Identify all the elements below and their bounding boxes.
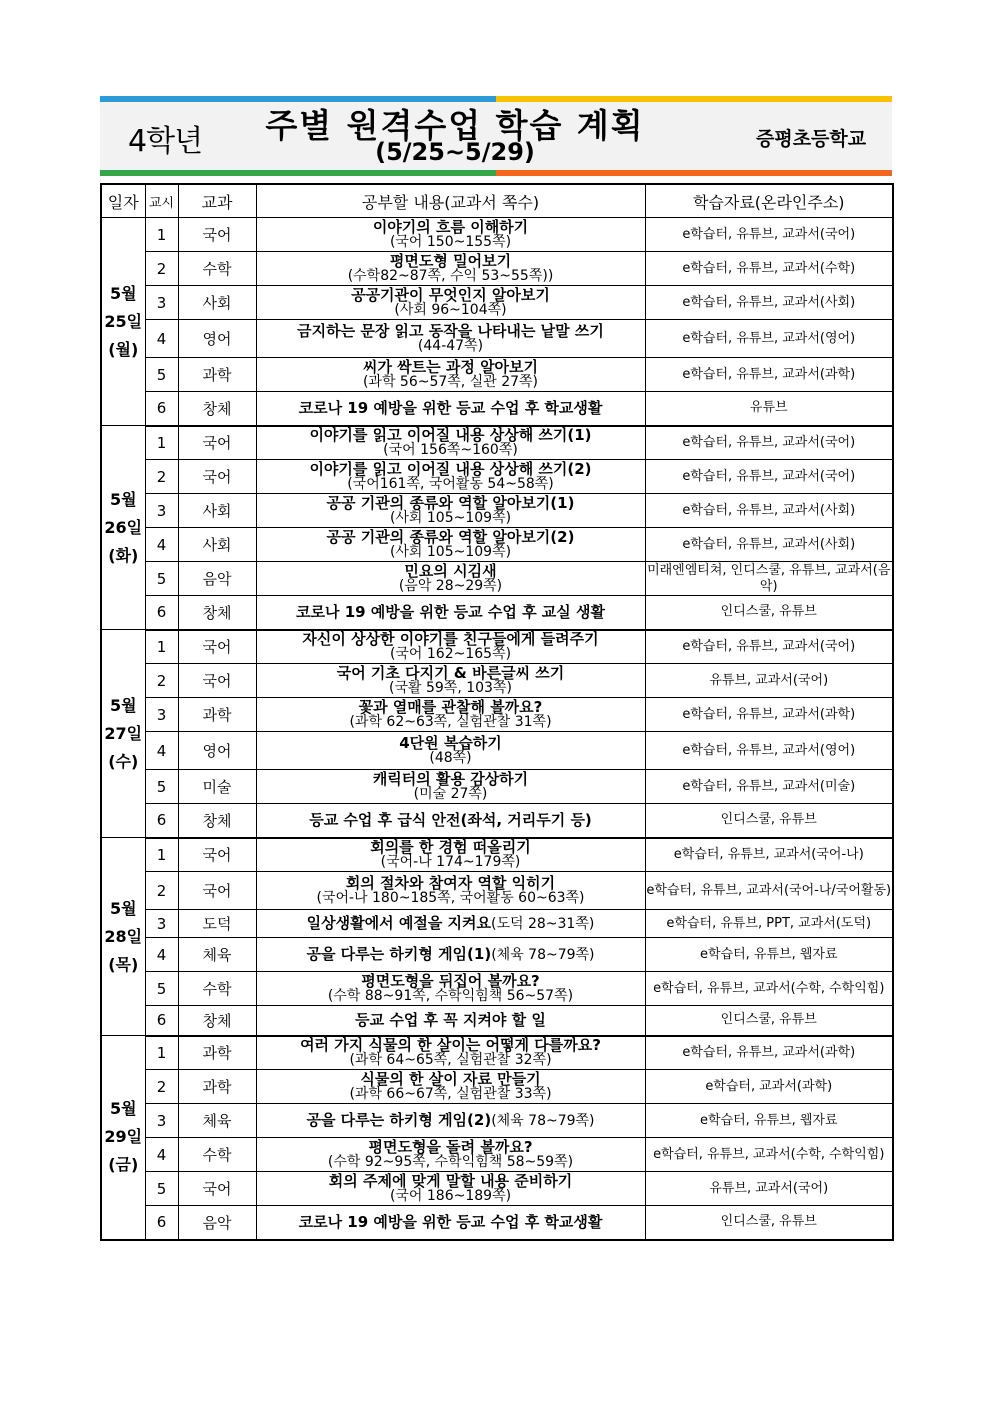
table-row [101, 872, 893, 910]
period-cell: 4 [145, 528, 178, 562]
table-header-row [101, 184, 893, 218]
table-row [101, 218, 893, 252]
date-line: 29일 [104, 1127, 143, 1147]
content-title: 일상생활에서 예절을 지켜요 [306, 913, 491, 932]
table-row [101, 1036, 893, 1070]
table-row [101, 938, 893, 972]
date-cell [101, 838, 145, 1036]
material-cell: e학습터, 유튜브, 교과서(수학, 수학익힘) [645, 1138, 893, 1172]
content-title: 평면도형을 뒤집어 볼까요? [361, 971, 540, 990]
material-cell: e학습터, 유튜브, 교과서(영어) [645, 320, 893, 358]
period-cell: 1 [145, 1036, 178, 1070]
col-header-material: 학습자료(온라인주소) [645, 184, 893, 218]
content-cell [256, 562, 645, 596]
subject-cell: 창체 [178, 1006, 256, 1036]
grade-label: 4학년 [128, 124, 203, 159]
material-cell: 유튜브, 교과서(국어) [645, 1172, 893, 1206]
content-title: 이야기를 읽고 이어질 내용 상상해 쓰기(2) [309, 459, 592, 478]
content-pages: (체육 78~79쪽) [491, 1112, 595, 1129]
content-cell [256, 1036, 645, 1070]
content-title: 코로나 19 예방을 위한 등교 수업 후 학교생활 [298, 398, 603, 417]
content-cell [256, 1138, 645, 1172]
period-cell: 6 [145, 596, 178, 630]
content-cell [256, 426, 645, 460]
content-cell [256, 872, 645, 910]
table-row [101, 562, 893, 596]
subject-cell: 과학 [178, 698, 256, 732]
col-header-subject: 교과 [178, 184, 256, 218]
period-cell: 3 [145, 1104, 178, 1138]
content-title: 회의 절차와 참여자 역할 익히기 [345, 873, 556, 892]
date-line: (목) [108, 954, 139, 974]
period-cell: 4 [145, 1138, 178, 1172]
material-cell: e학습터, 유튜브, 교과서(사회) [645, 528, 893, 562]
material-cell: e학습터, 교과서(과학) [645, 1070, 893, 1104]
table-row [101, 1104, 893, 1138]
content-cell [256, 698, 645, 732]
subject-cell: 창체 [178, 804, 256, 838]
material-cell: e학습터, 유튜브, 웹자료 [645, 938, 893, 972]
table-row [101, 1206, 893, 1240]
content-title: 등교 수업 후 급식 안전(좌석, 거리두기 등) [309, 810, 592, 829]
table-row [101, 1070, 893, 1104]
content-cell [256, 630, 645, 664]
content-pages: (체육 78~79쪽) [491, 946, 595, 963]
subject-cell: 사회 [178, 528, 256, 562]
content-title: 공공 기관의 종류와 역할 알아보기(1) [326, 493, 575, 512]
date-cell [101, 1036, 145, 1240]
subject-cell: 수학 [178, 1138, 256, 1172]
period-cell: 5 [145, 358, 178, 392]
content-title: 식물의 한 살이 자료 만들기 [360, 1069, 541, 1088]
period-cell: 1 [145, 630, 178, 664]
period-cell: 2 [145, 460, 178, 494]
content-pages: (국어161쪽, 국어활동 54~58쪽) [347, 475, 554, 492]
content-cell [256, 460, 645, 494]
subject-cell: 체육 [178, 1104, 256, 1138]
period-cell: 2 [145, 664, 178, 698]
content-cell [256, 596, 645, 630]
material-cell: e학습터, 유튜브, 교과서(과학) [645, 1036, 893, 1070]
content-title: 씨가 싹트는 과정 알아보기 [362, 357, 539, 376]
content-pages: (도덕 28~31쪽) [491, 915, 595, 932]
subject-cell: 과학 [178, 1070, 256, 1104]
subject-cell: 사회 [178, 286, 256, 320]
content-title: 공을 다루는 하키형 게임(1) [306, 944, 492, 963]
date-line: 5월 [109, 283, 137, 303]
period-cell: 4 [145, 320, 178, 358]
content-pages: (과학 62~63쪽, 실험관찰 31쪽) [349, 713, 552, 730]
content-cell [256, 1206, 645, 1240]
material-cell: 인디스쿨, 유튜브 [645, 1006, 893, 1036]
header-bar-orange [496, 170, 892, 176]
subject-cell: 체육 [178, 938, 256, 972]
period-cell: 6 [145, 392, 178, 426]
period-cell: 5 [145, 562, 178, 596]
content-title: 등교 수업 후 꼭 지켜야 할 일 [355, 1010, 546, 1029]
content-title: 공공기관이 무엇인지 알아보기 [351, 285, 550, 304]
subject-cell: 창체 [178, 596, 256, 630]
content-cell [256, 252, 645, 286]
content-title: 캐릭터의 활용 감상하기 [372, 769, 529, 788]
content-cell [256, 838, 645, 872]
table-row [101, 1006, 893, 1036]
table-row [101, 494, 893, 528]
table-row [101, 910, 893, 938]
content-pages: (과학 66~67쪽, 실험관찰 33쪽) [349, 1085, 552, 1102]
subject-cell: 수학 [178, 972, 256, 1006]
content-cell [256, 218, 645, 252]
date-line: (금) [108, 1155, 139, 1175]
date-line: 5월 [109, 489, 137, 509]
content-pages: (수학82~87쪽, 수익 53~55쪽)) [347, 267, 554, 284]
material-cell: e학습터, 유튜브, 교과서(국어) [645, 218, 893, 252]
material-cell: e학습터, 유튜브, 교과서(국어-나/국어활동) [645, 872, 893, 910]
period-cell: 5 [145, 770, 178, 804]
period-cell: 6 [145, 1006, 178, 1036]
content-title: 공공 기관의 종류와 역할 알아보기(2) [326, 527, 575, 546]
content-title: 금지하는 문장 읽고 동작을 나타내는 낱말 쓰기 [297, 321, 604, 340]
content-cell [256, 664, 645, 698]
content-title: 공을 다루는 하키형 게임(2) [306, 1110, 492, 1129]
table-row [101, 426, 893, 460]
subject-cell: 국어 [178, 460, 256, 494]
content-pages: (과학 64~65쪽, 실험관찰 32쪽) [349, 1051, 552, 1068]
content-title: 4단원 복습하기 [399, 733, 502, 752]
table-row [101, 732, 893, 770]
content-pages: (국어-나 174~179쪽) [380, 853, 521, 870]
period-cell: 5 [145, 1172, 178, 1206]
subject-cell: 수학 [178, 252, 256, 286]
content-pages: (국어 162~165쪽) [389, 645, 512, 662]
material-cell: e학습터, 유튜브, 교과서(사회) [645, 286, 893, 320]
content-cell [256, 286, 645, 320]
subject-cell: 국어 [178, 218, 256, 252]
subject-cell: 국어 [178, 872, 256, 910]
material-cell: e학습터, 유튜브, PPT, 교과서(도덕) [645, 910, 893, 938]
material-cell: 인디스쿨, 유튜브 [645, 1206, 893, 1240]
content-pages: (수학 88~91쪽, 수학익힘책 56~57쪽) [327, 987, 574, 1004]
content-pages: (국어 150~155쪽) [389, 233, 512, 250]
content-pages: (수학 92~95쪽, 수학익힘책 58~59쪽) [327, 1153, 574, 1170]
period-cell: 4 [145, 732, 178, 770]
date-line: 28일 [104, 926, 143, 946]
schedule-table [100, 183, 894, 1241]
period-cell: 3 [145, 494, 178, 528]
table-row [101, 838, 893, 872]
subject-cell: 미술 [178, 770, 256, 804]
page-title: 주별 원격수업 학습 계획 [265, 106, 645, 145]
material-cell: e학습터, 유튜브, 교과서(국어) [645, 460, 893, 494]
content-line [257, 944, 645, 963]
content-title: 여러 가지 식물의 한 살이는 어떻게 다를까요? [300, 1035, 601, 1054]
table-row [101, 804, 893, 838]
content-cell [256, 1006, 645, 1036]
content-line [257, 1110, 645, 1129]
material-cell: 유튜브 [645, 392, 893, 426]
material-cell: 인디스쿨, 유튜브 [645, 804, 893, 838]
table-row [101, 528, 893, 562]
content-pages: (사회 105~109쪽) [389, 543, 512, 560]
subject-cell: 과학 [178, 358, 256, 392]
subject-cell: 창체 [178, 392, 256, 426]
content-pages: (48쪽) [429, 749, 472, 766]
subject-cell: 음악 [178, 562, 256, 596]
material-cell: 인디스쿨, 유튜브 [645, 596, 893, 630]
content-title: 민요의 시김새 [404, 561, 497, 580]
date-line: 27일 [104, 723, 143, 743]
material-cell: e학습터, 유튜브, 교과서(수학) [645, 252, 893, 286]
content-cell [256, 910, 645, 938]
content-title: 이야기를 읽고 이어질 내용 상상해 쓰기(1) [309, 425, 592, 444]
material-cell: 미래엔엠티쳐, 인디스쿨, 유튜브, 교과서(음악) [645, 562, 893, 596]
material-cell: 유튜브, 교과서(국어) [645, 664, 893, 698]
header-bar-green [100, 170, 496, 176]
material-cell: e학습터, 유튜브, 교과서(미술) [645, 770, 893, 804]
subject-cell: 음악 [178, 1206, 256, 1240]
date-line: (화) [108, 545, 139, 565]
period-cell: 3 [145, 910, 178, 938]
subject-cell: 영어 [178, 732, 256, 770]
subject-cell: 국어 [178, 838, 256, 872]
content-pages: (과학 56~57쪽, 실관 27쪽) [362, 373, 539, 390]
period-cell: 3 [145, 286, 178, 320]
period-cell: 3 [145, 698, 178, 732]
content-cell [256, 320, 645, 358]
content-line [257, 913, 645, 932]
subject-cell: 영어 [178, 320, 256, 358]
content-title: 회의를 한 경험 떠올리기 [370, 837, 531, 856]
content-pages: (사회 96~104쪽) [394, 301, 507, 318]
content-pages: (국어-나 180~185쪽, 국어활동 60~63쪽) [316, 889, 585, 906]
period-cell: 2 [145, 1070, 178, 1104]
date-cell [101, 218, 145, 426]
date-line: 26일 [104, 517, 143, 537]
subject-cell: 국어 [178, 426, 256, 460]
school-name: 증평초등학교 [756, 128, 867, 150]
period-cell: 2 [145, 872, 178, 910]
content-title: 회의 주제에 맞게 말할 내용 준비하기 [328, 1171, 573, 1190]
table-row [101, 972, 893, 1006]
table-row [101, 698, 893, 732]
material-cell: e학습터, 유튜브, 교과서(수학, 수학익힘) [645, 972, 893, 1006]
period-cell: 6 [145, 1206, 178, 1240]
content-cell [256, 1104, 645, 1138]
date-cell [101, 426, 145, 630]
date-cell [101, 630, 145, 838]
content-cell [256, 732, 645, 770]
material-cell: e학습터, 유튜브, 교과서(과학) [645, 358, 893, 392]
content-title: 꽃과 열매를 관찰해 볼까요? [358, 697, 543, 716]
date-line: 5월 [109, 695, 137, 715]
material-cell: e학습터, 유튜브, 교과서(국어) [645, 426, 893, 460]
period-cell: 1 [145, 838, 178, 872]
content-title: 국어 기초 다지기 & 바른글씨 쓰기 [336, 663, 565, 682]
table-row [101, 286, 893, 320]
content-cell [256, 938, 645, 972]
period-cell: 1 [145, 218, 178, 252]
content-cell [256, 1070, 645, 1104]
date-range: (5/25~5/29) [375, 138, 535, 166]
content-title: 이야기의 흐름 이해하기 [372, 217, 529, 236]
subject-cell: 국어 [178, 630, 256, 664]
col-header-period: 교시 [145, 184, 178, 218]
table-row [101, 1138, 893, 1172]
date-line: 5월 [109, 898, 137, 918]
material-cell: e학습터, 유튜브, 교과서(사회) [645, 494, 893, 528]
col-header-content: 공부할 내용(교과서 쪽수) [256, 184, 645, 218]
content-title: 코로나 19 예방을 위한 등교 수업 후 학교생활 [298, 1212, 603, 1231]
content-cell [256, 804, 645, 838]
table-row [101, 358, 893, 392]
table-row [101, 664, 893, 698]
subject-cell: 국어 [178, 664, 256, 698]
content-title: 평면도형 밀어보기 [389, 251, 512, 270]
table-row [101, 596, 893, 630]
content-cell [256, 494, 645, 528]
content-cell [256, 392, 645, 426]
content-cell [256, 528, 645, 562]
table-row [101, 320, 893, 358]
content-pages: (국어 186~189쪽) [389, 1187, 512, 1204]
content-cell [256, 1172, 645, 1206]
content-title: 평면도형을 돌려 볼까요? [368, 1137, 533, 1156]
subject-cell: 사회 [178, 494, 256, 528]
content-pages: (44-47쪽) [417, 337, 484, 354]
content-pages: (미술 27쪽) [413, 785, 488, 802]
subject-cell: 과학 [178, 1036, 256, 1070]
date-line: (수) [108, 751, 139, 771]
table-row [101, 770, 893, 804]
period-cell: 5 [145, 972, 178, 1006]
content-title: 코로나 19 예방을 위한 등교 수업 후 교실 생활 [296, 602, 605, 621]
material-cell: e학습터, 유튜브, 교과서(국어-나) [645, 838, 893, 872]
subject-cell: 국어 [178, 1172, 256, 1206]
table-row [101, 630, 893, 664]
period-cell: 2 [145, 252, 178, 286]
period-cell: 4 [145, 938, 178, 972]
table-row [101, 1172, 893, 1206]
table-row [101, 252, 893, 286]
content-pages: (국활 59쪽, 103쪽) [389, 679, 512, 696]
content-cell [256, 770, 645, 804]
col-header-date: 일자 [101, 184, 145, 218]
content-pages: (국어 156쪽~160쪽) [383, 441, 518, 458]
material-cell: e학습터, 유튜브, 교과서(국어) [645, 630, 893, 664]
period-cell: 6 [145, 804, 178, 838]
date-line: 5월 [109, 1099, 137, 1119]
material-cell: e학습터, 유튜브, 웹자료 [645, 1104, 893, 1138]
content-pages: (사회 105~109쪽) [389, 509, 512, 526]
content-title: 자신이 상상한 이야기를 친구들에게 들려주기 [302, 629, 599, 648]
content-pages: (음악 28~29쪽) [398, 577, 503, 594]
content-cell [256, 972, 645, 1006]
period-cell: 1 [145, 426, 178, 460]
date-line: 25일 [104, 311, 143, 331]
subject-cell: 도덕 [178, 910, 256, 938]
table-row [101, 460, 893, 494]
material-cell: e학습터, 유튜브, 교과서(영어) [645, 732, 893, 770]
date-line: (월) [108, 339, 139, 359]
content-cell [256, 358, 645, 392]
material-cell: e학습터, 유튜브, 교과서(과학) [645, 698, 893, 732]
table-row [101, 392, 893, 426]
